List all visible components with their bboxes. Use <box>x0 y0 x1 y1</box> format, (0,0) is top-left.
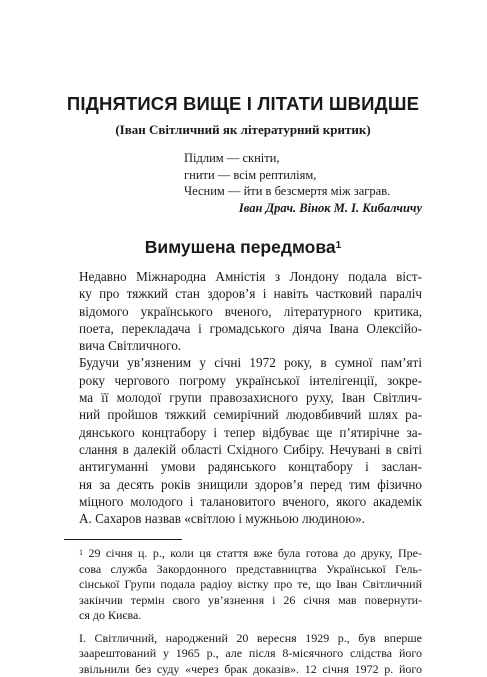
section-title <box>64 236 422 258</box>
footnote <box>64 546 422 624</box>
epigraph <box>184 150 422 216</box>
body-text <box>64 268 422 527</box>
subtitle: (Іван Світличний як літературний критик) <box>115 122 371 137</box>
text-line: антигуманні умови радянського концтабору і заслан- <box>79 459 422 475</box>
footnote-line: закінчив термін свого ув’язнення і 26 січня мав повернути- <box>79 592 422 607</box>
section-title-text: Вимушена передмова <box>144 237 336 257</box>
footnote-mark: 1 <box>79 548 83 558</box>
footnote-ref: 1 <box>335 240 342 251</box>
text-line: ний пройшов тяжкий семирічний людовбивчий шлях ра- <box>79 407 422 423</box>
text-line: дянського концтабору і тепер відбуває ще п’ятирічне за- <box>79 424 422 440</box>
text-line: міцного молодого і талановитого вченого, якого академік <box>79 493 422 509</box>
footnote-line: сова служба Закордонного представництва Української Гель- <box>79 561 422 576</box>
footnote-line: ся до Києва. <box>79 608 142 623</box>
page-title: ПІДНЯТИСЯ ВИЩЕ І ЛІТАТИ ШВИДШЕ <box>66 93 420 114</box>
epigraph-line: гнити — всім рептиліям, <box>184 167 317 182</box>
text-line: вича Світличного. <box>79 338 182 354</box>
text-line: ку про тяжкий стан здоров’я і навіть частковий параліч <box>79 286 422 302</box>
footnote <box>64 631 422 677</box>
text-line: слання в далекій області Східного Сибіру. Нечувані в світі <box>79 441 422 457</box>
epigraph-author: Іван Драч. Вінок М. І. Кибалчичу <box>238 200 422 215</box>
footnote-text: 29 січня ц. р., коли ця стаття вже була готова до друку, Пре- <box>88 546 423 561</box>
text-line: ня за десять років знищили здоров’я перед тим фізично <box>79 476 422 492</box>
paragraph <box>64 268 422 354</box>
footnote-line <box>64 546 422 562</box>
epigraph-line: Підлим — скніти, <box>184 151 280 165</box>
epigraph-line: Чесним — йти в безсмертя між заграв. <box>184 184 391 198</box>
text-line: Будучи ув’язненим у січні 1972 року, в сумної пам’яті <box>79 355 422 371</box>
footnote-line: звільнили без суду «через брак доказів». 12 січня 1972 р. його <box>79 661 422 676</box>
text-line: поета, перекладача і громадського діяча Івана Олексійо- <box>79 320 422 336</box>
text-line: відомого українського вченого, літературного критика, <box>79 303 422 319</box>
text-line: А. Сахаров назвав «світлою і мужньою людиною». <box>79 511 365 527</box>
footnote-divider <box>64 539 182 540</box>
page <box>64 92 422 677</box>
footnotes <box>64 546 422 677</box>
text-line: ма її молодої групи правозахисного руху, Іван Світлич- <box>79 390 422 406</box>
footnote-line: І. Світличний, народжений 20 вересня 1929 р., був вперше <box>79 630 422 645</box>
footnote-line: сінської Групи подала радіоу вістку про те, що Іван Світличний <box>79 577 422 592</box>
text-line: Недавно Міжнародна Амністія з Лондону подала віст- <box>79 269 422 284</box>
text-line: року чергового погрому української інтелігенції, зокре- <box>79 372 422 388</box>
paragraph <box>64 354 422 527</box>
footnote-line: заарештований у 1965 р., але після 8-місячного слідства його <box>79 646 422 661</box>
